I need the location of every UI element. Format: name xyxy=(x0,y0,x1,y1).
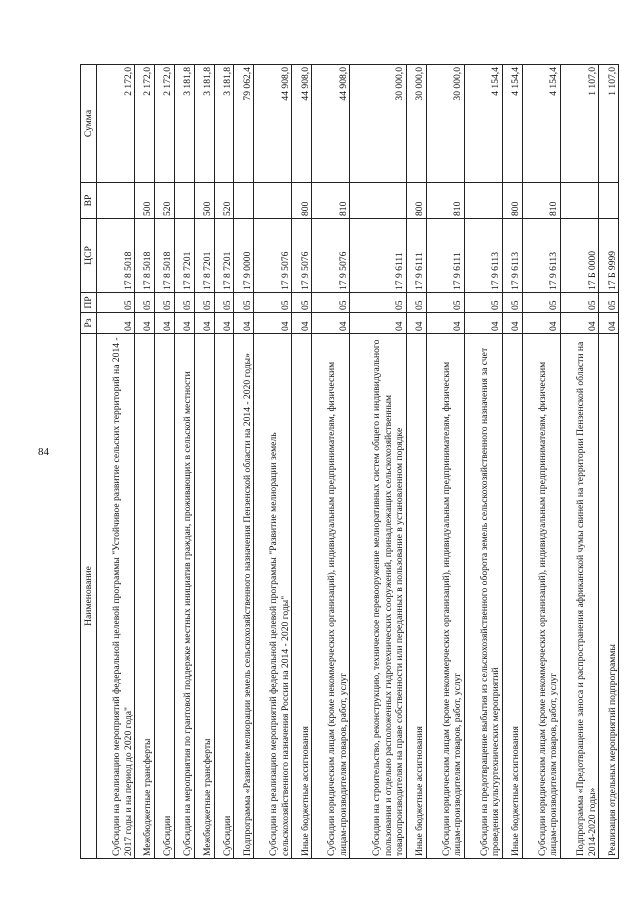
header-rz: Рз xyxy=(81,313,97,334)
table-row xyxy=(522,65,560,859)
row-rz: 04 xyxy=(502,313,522,334)
row-name: Субсидии на предотвращение выбытия из сельскохозяйственного оборота земель сельскохозяйственного назначения за счет проведения культуртехнических мероприятий xyxy=(464,334,502,859)
row-name: Субсидии xyxy=(154,334,174,859)
row-vr xyxy=(234,183,254,219)
row-sum: 2 172,0 xyxy=(154,65,174,183)
row-name: Субсидии юридическим лицам (кроме некоммерческих организаций), индивидуальным предпринимателям, физическим лицам-производителям товаров, работ, услуг xyxy=(426,334,464,859)
row-vr xyxy=(97,183,135,219)
row-sum: 4 154,4 xyxy=(502,65,522,183)
row-sum: 79 062,4 xyxy=(234,65,254,183)
row-name: Субсидии на строительство, реконструкцию, техническое перевооружение мелиоративных систем общего и индивидуального пользования и отдельно расположенных гидротехнических сооружений, принадлежащих сельскохозяйственным товаропроизводителям на праве собственности или переданных в пользование в установленном порядке xyxy=(350,334,406,859)
row-vr xyxy=(254,183,292,219)
header-name: Наименование xyxy=(81,334,97,859)
row-sum: 3 181,8 xyxy=(174,65,194,183)
row-sum: 44 908,0 xyxy=(292,65,312,183)
row-vr: 810 xyxy=(426,183,464,219)
row-rz: 04 xyxy=(135,313,155,334)
row-name: Межбюджетные трансферты xyxy=(135,334,155,859)
row-pr: 05 xyxy=(254,293,292,313)
row-pr: 05 xyxy=(406,293,426,313)
table-row xyxy=(599,65,619,859)
row-sum: 4 154,4 xyxy=(522,65,560,183)
table-row xyxy=(464,65,502,859)
row-name: Субсидии xyxy=(214,334,234,859)
row-rz: 04 xyxy=(522,313,560,334)
row-csr: 17 9 6111 xyxy=(426,219,464,293)
row-rz: 04 xyxy=(350,313,406,334)
table-row xyxy=(214,65,234,859)
row-csr: 17 9 6111 xyxy=(406,219,426,293)
row-vr: 800 xyxy=(502,183,522,219)
budget-table xyxy=(80,64,619,859)
row-csr: 17 8 7201 xyxy=(174,219,194,293)
row-vr xyxy=(464,183,502,219)
row-sum: 2 172,0 xyxy=(135,65,155,183)
table-row xyxy=(406,65,426,859)
row-rz: 04 xyxy=(234,313,254,334)
row-rz: 04 xyxy=(254,313,292,334)
row-name: Субсидии юридическим лицам (кроме некоммерческих организаций), индивидуальным предпринимателям, физическим лицам-производителям товаров, работ, услуг xyxy=(312,334,350,859)
row-csr: 17 9 6113 xyxy=(522,219,560,293)
page-number: 84 xyxy=(38,446,49,458)
row-csr: 17 Б 9999 xyxy=(599,219,619,293)
row-vr: 520 xyxy=(214,183,234,219)
row-pr: 05 xyxy=(522,293,560,313)
row-name: Субсидии на мероприятия по грантовой поддержке местных инициатив граждан, проживающих в сельской местности xyxy=(174,334,194,859)
row-vr xyxy=(560,183,598,219)
row-vr xyxy=(599,183,619,219)
header-vr: ВР xyxy=(81,183,97,219)
table-header-row xyxy=(81,65,97,859)
row-name: Субсидии на реализацию мероприятий федеральной целевой программы "Устойчивое развитие сельских территорий на 2014 - 2017 годы и на период до 2020 года" xyxy=(97,334,135,859)
row-rz: 04 xyxy=(406,313,426,334)
header-pr: ПР xyxy=(81,293,97,313)
rotated-table-container xyxy=(80,65,619,859)
table-row xyxy=(135,65,155,859)
table-row xyxy=(350,65,406,859)
row-pr: 05 xyxy=(174,293,194,313)
row-pr: 05 xyxy=(214,293,234,313)
table-row xyxy=(97,65,135,859)
row-csr: 17 9 0000 xyxy=(234,219,254,293)
row-vr: 810 xyxy=(312,183,350,219)
row-sum: 4 154,4 xyxy=(464,65,502,183)
row-pr: 05 xyxy=(312,293,350,313)
row-name: Подпрограмма «Предотвращение заноса и распространения африканской чумы свиней на территории Пензенской области на 2014-2020 годы» xyxy=(560,334,598,859)
row-rz: 04 xyxy=(194,313,214,334)
row-sum: 30 000,0 xyxy=(350,65,406,183)
row-rz: 04 xyxy=(560,313,598,334)
row-name: Межбюджетные трансферты xyxy=(194,334,214,859)
row-pr: 05 xyxy=(234,293,254,313)
row-sum: 3 181,8 xyxy=(194,65,214,183)
row-rz: 04 xyxy=(312,313,350,334)
row-csr: 17 9 5076 xyxy=(292,219,312,293)
row-vr: 800 xyxy=(292,183,312,219)
row-csr: 17 9 6113 xyxy=(502,219,522,293)
row-rz: 04 xyxy=(214,313,234,334)
row-name: Реализация отдельных мероприятий подпрограммы xyxy=(599,334,619,859)
header-csr: ЦСР xyxy=(81,219,97,293)
row-rz: 04 xyxy=(154,313,174,334)
row-sum: 30 000,0 xyxy=(406,65,426,183)
row-sum: 44 908,0 xyxy=(312,65,350,183)
row-vr xyxy=(350,183,406,219)
header-sum: Сумма xyxy=(81,65,97,183)
row-pr: 05 xyxy=(599,293,619,313)
table-row xyxy=(292,65,312,859)
row-sum: 2 172,0 xyxy=(97,65,135,183)
table-row xyxy=(312,65,350,859)
row-vr: 500 xyxy=(135,183,155,219)
row-name: Подпрограмма «Развитие мелиорации земель сельскохозяйственного назначения Пензенской области на 2014 - 2020 годы» xyxy=(234,334,254,859)
row-csr: 17 9 6113 xyxy=(464,219,502,293)
row-sum: 1 107,0 xyxy=(560,65,598,183)
row-pr: 05 xyxy=(194,293,214,313)
row-rz: 04 xyxy=(464,313,502,334)
table-row xyxy=(154,65,174,859)
row-vr xyxy=(174,183,194,219)
table-row xyxy=(502,65,522,859)
row-name: Иные бюджетные ассигнования xyxy=(406,334,426,859)
row-rz: 04 xyxy=(292,313,312,334)
row-vr: 520 xyxy=(154,183,174,219)
row-name: Иные бюджетные ассигнования xyxy=(502,334,522,859)
row-pr: 05 xyxy=(97,293,135,313)
row-csr: 17 Б 0000 xyxy=(560,219,598,293)
row-pr: 05 xyxy=(154,293,174,313)
row-csr: 17 8 7201 xyxy=(214,219,234,293)
table-row xyxy=(174,65,194,859)
table-row xyxy=(426,65,464,859)
table-row xyxy=(234,65,254,859)
table-row xyxy=(560,65,598,859)
row-rz: 04 xyxy=(599,313,619,334)
row-sum: 30 000,0 xyxy=(426,65,464,183)
row-pr: 05 xyxy=(426,293,464,313)
row-rz: 04 xyxy=(174,313,194,334)
row-sum: 3 181,8 xyxy=(214,65,234,183)
row-vr: 810 xyxy=(522,183,560,219)
row-pr: 05 xyxy=(464,293,502,313)
row-csr: 17 9 5076 xyxy=(312,219,350,293)
row-pr: 05 xyxy=(502,293,522,313)
row-csr: 17 8 5018 xyxy=(135,219,155,293)
row-csr: 17 9 5076 xyxy=(254,219,292,293)
row-sum: 44 908,0 xyxy=(254,65,292,183)
row-csr: 17 8 7201 xyxy=(194,219,214,293)
row-csr: 17 9 6111 xyxy=(350,219,406,293)
row-pr: 05 xyxy=(135,293,155,313)
row-pr: 05 xyxy=(350,293,406,313)
row-name: Субсидии юридическим лицам (кроме некоммерческих организаций), индивидуальным предпринимателям, физическим лицам-производителям товаров, работ, услуг xyxy=(522,334,560,859)
row-csr: 17 8 5018 xyxy=(97,219,135,293)
row-rz: 04 xyxy=(97,313,135,334)
table-row xyxy=(254,65,292,859)
row-vr: 500 xyxy=(194,183,214,219)
row-pr: 05 xyxy=(560,293,598,313)
row-name: Субсидии на реализацию мероприятий федеральной целевой программы "Развитие мелиорации земель сельскохозяйственного назначения России на 2014 - 2020 годы" xyxy=(254,334,292,859)
row-csr: 17 8 5018 xyxy=(154,219,174,293)
row-vr: 800 xyxy=(406,183,426,219)
row-name: Иные бюджетные ассигнования xyxy=(292,334,312,859)
row-sum: 1 107,0 xyxy=(599,65,619,183)
table-row xyxy=(194,65,214,859)
row-rz: 04 xyxy=(426,313,464,334)
row-pr: 05 xyxy=(292,293,312,313)
